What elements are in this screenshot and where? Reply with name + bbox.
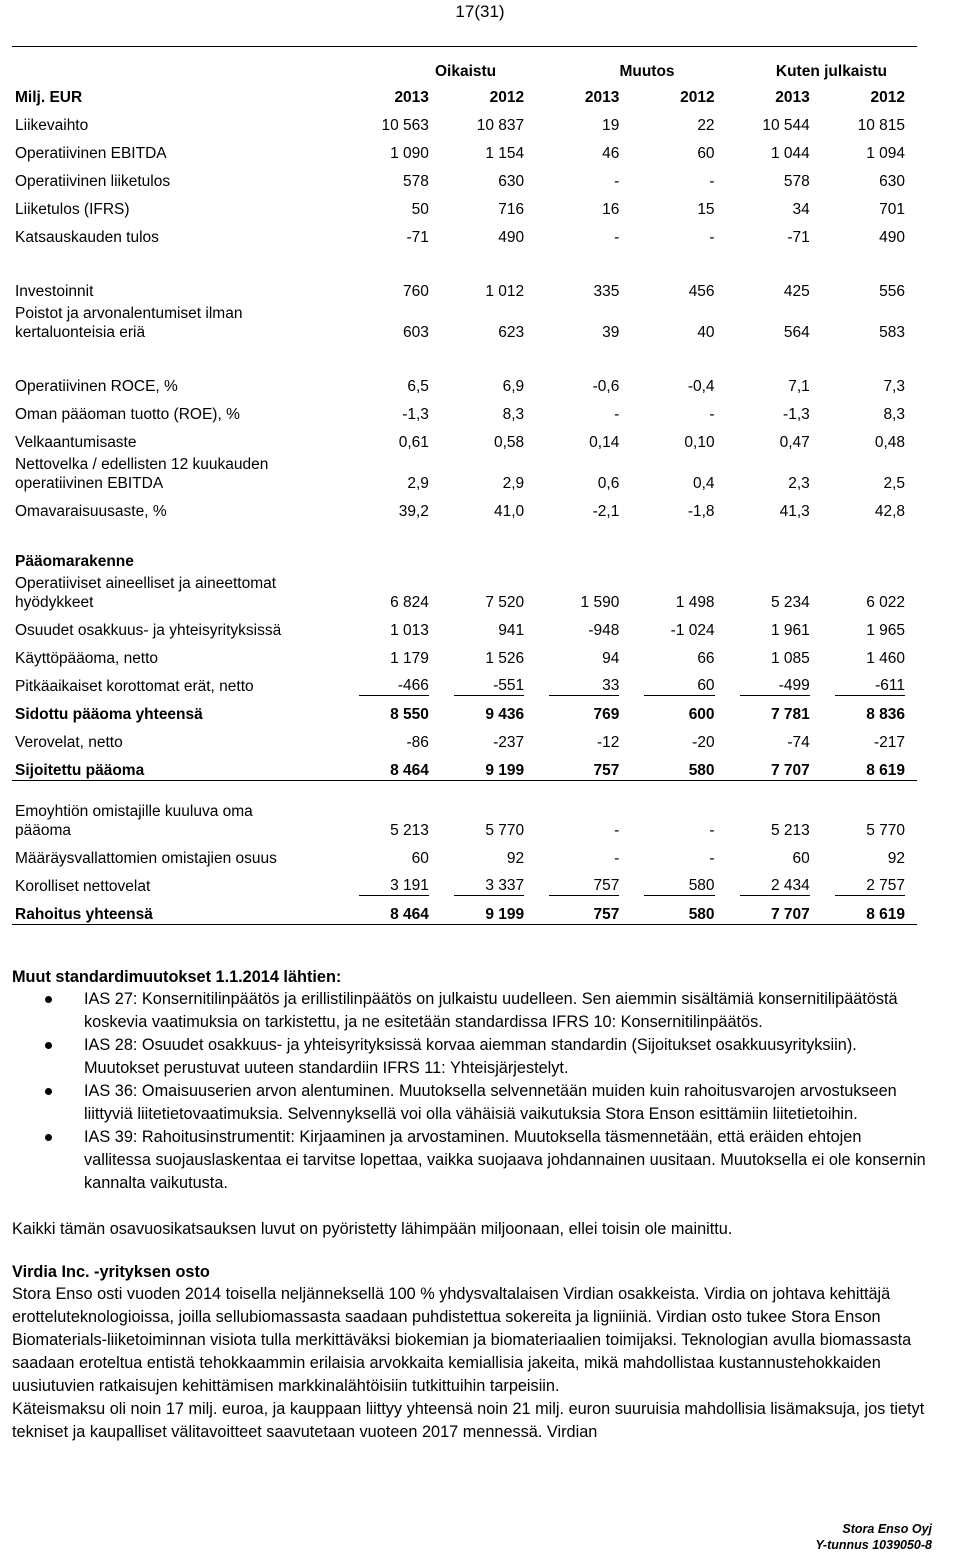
cell-value: 0,4 — [693, 475, 715, 492]
cell-value: 630 — [879, 173, 905, 190]
cell-value: -466 — [359, 676, 429, 696]
spacer-cell — [12, 781, 917, 800]
cell-value: 7,1 — [788, 378, 810, 395]
cell-value: 603 — [403, 324, 429, 341]
row-label: Operatiivinen ROCE, % — [15, 378, 178, 395]
notes-section — [12, 966, 932, 1444]
table-row — [12, 219, 917, 247]
cell-value: 1 012 — [485, 283, 525, 300]
cell-value: 7 707 — [727, 896, 822, 925]
row-label: Rahoitus yhteensä — [12, 896, 346, 925]
year-header: 2013 — [584, 89, 620, 106]
cell-value: 41,0 — [493, 503, 525, 520]
cell-value: 8 464 — [346, 896, 441, 925]
cell-value: -611 — [835, 676, 905, 696]
cell-value: 8 836 — [866, 706, 905, 723]
group-header-row — [12, 47, 917, 82]
cell-value: -1,3 — [402, 406, 429, 423]
table-row — [12, 107, 917, 135]
cell-value: 578 — [403, 173, 429, 190]
list-item — [12, 988, 932, 1034]
cell-value: 760 — [403, 283, 429, 300]
cell-value: 60 — [792, 850, 810, 867]
cell-value: 7 520 — [485, 594, 525, 611]
cell-value: - — [709, 822, 715, 839]
cell-value: 456 — [688, 283, 715, 300]
cell-value: 9 199 — [441, 896, 536, 925]
row-label: Käyttöpääoma, netto — [15, 650, 159, 667]
cell-value: -0,4 — [687, 378, 715, 395]
cell-value: 2 757 — [835, 876, 905, 896]
cell-value: 16 — [602, 201, 620, 218]
cell-value: 10 837 — [476, 117, 525, 134]
table-row — [12, 273, 917, 301]
cell-value: 0,48 — [874, 434, 905, 451]
cell-value: -71 — [787, 229, 810, 246]
cell-value: 2,9 — [502, 475, 525, 492]
cell-value: -551 — [454, 676, 524, 696]
cell-value: 0,10 — [684, 434, 715, 451]
cell-value: 335 — [593, 283, 620, 300]
table-cell — [441, 868, 536, 896]
cell-value: 701 — [879, 201, 905, 218]
cell-value: -74 — [787, 734, 810, 751]
table-row — [12, 612, 917, 640]
cell-value: - — [614, 850, 620, 867]
list-item — [12, 1034, 932, 1080]
cell-value: 10 815 — [857, 117, 905, 134]
cell-value: 0,47 — [779, 434, 810, 451]
notes-list — [12, 988, 932, 1195]
cell-value: - — [614, 173, 620, 190]
cell-value: 583 — [879, 324, 905, 341]
year-header: 2012 — [870, 89, 905, 106]
table-row — [12, 840, 917, 868]
year-header: 2013 — [775, 89, 810, 106]
cell-value: 8 619 — [822, 896, 917, 925]
cell-value: 22 — [697, 117, 715, 134]
cell-value: - — [709, 850, 715, 867]
table-row — [12, 301, 917, 342]
table-row — [12, 396, 917, 424]
table-row — [12, 452, 917, 493]
cell-value: -1,3 — [783, 406, 810, 423]
unit-label: Milj. EUR — [15, 89, 83, 106]
cell-value: -237 — [493, 734, 525, 751]
cell-value: 1 085 — [770, 650, 810, 667]
cell-value: 490 — [879, 229, 905, 246]
cell-value: 490 — [498, 229, 525, 246]
cell-value: 6 022 — [866, 594, 905, 611]
row-label: Oman pääoman tuotto (ROE), % — [15, 406, 240, 423]
cell-value: 580 — [631, 752, 726, 781]
cell-value: 8,3 — [883, 406, 905, 423]
cell-value: 8 550 — [390, 706, 429, 723]
cell-value: -12 — [596, 734, 620, 751]
cell-value: 3 191 — [359, 876, 429, 896]
cell-value: 42,8 — [874, 503, 905, 520]
virdia-paragraph: Stora Enso osti vuoden 2014 toisella neljänneksellä 100 % yhdysvaltalaisen Virdian osakkeista. Virdia on johtava kehittäjä erotteluteknologioissa, joilla sellubiomassasta saadaan puhdistettua sokereita ja ligniiniä. Virdian osto tukee Stora Enson Biomaterials-liiketoiminnan visiota tulla merkittäväksi biokemian ja biomateriaalien toimijaksi. Teknologian avulla biomassasta saadaan eroteltua entistä tehokkaammin erilaisia arvokkaita kemiallisia jakeita, mikä mahdollistaa kustannustehokkaiden uusiutuvien ratkaisujen kehittämisen markkinalähtöisiin tutkittuihin tarpeisiin. — [12, 1285, 912, 1395]
cell-value: 1 013 — [390, 622, 429, 639]
cell-value: 94 — [602, 650, 620, 667]
cell-value: 46 — [602, 145, 620, 162]
table-row — [12, 896, 917, 925]
cell-value: 7,3 — [883, 378, 905, 395]
footer-company: Stora Enso Oyj — [842, 1522, 932, 1536]
row-label: Sijoitettu pääoma — [12, 752, 346, 781]
cell-value: 2,5 — [883, 475, 905, 492]
cell-value: -20 — [692, 734, 715, 751]
cell-value: 92 — [887, 850, 905, 867]
row-label: Liikevaihto — [15, 117, 89, 134]
cell-value: 33 — [549, 676, 619, 696]
virdia-paragraph-2: Käteismaksu oli noin 17 milj. euroa, ja kauppaan liittyy yhteensä noin 21 milj. euron suuruisia mahdollisia lisämaksuja, jos tietyt tekniset ja kaupalliset välitavoitteet saavutetaan vuoteen 2017 mennessä. Virdian — [12, 1400, 925, 1441]
cell-value: 1 460 — [866, 650, 905, 667]
table-cell — [631, 868, 726, 896]
row-label: Sidottu pääoma yhteensä — [15, 706, 203, 723]
bullet-icon — [45, 996, 52, 1003]
cell-value: 769 — [593, 706, 620, 723]
table-row — [12, 868, 917, 896]
cell-value: -217 — [873, 734, 905, 751]
table-cell — [441, 668, 536, 696]
cell-value: 580 — [631, 896, 726, 925]
row-label: Operatiivinen liiketulos — [15, 173, 171, 190]
cell-value: 2,3 — [788, 475, 810, 492]
cell-value: 8 619 — [822, 752, 917, 781]
cell-value: 9 436 — [485, 706, 525, 723]
year-header: 2012 — [680, 89, 715, 106]
cell-value: -1,8 — [687, 503, 715, 520]
row-label: Omavaraisuusaste, % — [15, 503, 167, 520]
cell-value: 6 824 — [390, 594, 429, 611]
row-label: Määräysvallattomien omistajien osuus — [15, 850, 277, 867]
bullet-icon — [45, 1088, 52, 1095]
cell-value: - — [709, 406, 715, 423]
list-item-text: IAS 36: Omaisuuserien arvon alentuminen. Muutoksella selvennetään muiden kuin rahoitusvarojen arvostukseen liittyviä liitetietovaatimuksia. Selvennyksellä voi olla vähäisiä vaikutuksia Stora Enson esittämiin liitetietoihin. — [84, 1082, 897, 1123]
spacer-cell — [12, 521, 917, 547]
table-cell — [822, 668, 917, 696]
cell-value: 60 — [644, 676, 714, 696]
financial-table — [12, 46, 917, 925]
spacer-cell — [12, 247, 917, 273]
cell-value: -86 — [406, 734, 429, 751]
cell-value: -499 — [740, 676, 810, 696]
spacer-row — [12, 781, 917, 800]
cell-value: 941 — [498, 622, 525, 639]
cell-value: 600 — [688, 706, 715, 723]
cell-value: 0,61 — [398, 434, 429, 451]
cell-value: 5 213 — [390, 822, 429, 839]
table-cell — [346, 868, 441, 896]
cell-value: 5 770 — [866, 822, 905, 839]
row-label: Emoyhtiön omistajille kuuluva oma pääoma — [15, 803, 253, 839]
cell-value: 556 — [879, 283, 905, 300]
cell-value: 92 — [506, 850, 525, 867]
cell-value: 0,58 — [493, 434, 525, 451]
page-number: 17(31) — [455, 2, 505, 21]
cell-value: 1 044 — [770, 145, 810, 162]
spacer-row — [12, 521, 917, 547]
table-body — [12, 107, 917, 925]
cell-value: - — [614, 822, 620, 839]
cell-value: 757 — [536, 896, 631, 925]
cell-value: 757 — [549, 876, 619, 896]
cell-value: 6,9 — [502, 378, 525, 395]
row-label: Poistot ja arvonalentumiset ilman kertaluonteisia eriä — [15, 305, 243, 341]
list-item-text: IAS 27: Konsernitilinpäätös ja erillistilinpäätös on julkaistu uudelleen. Sen aiemmin sisältämiä konsernitilipäätöstä koskevia vaatimuksia on tarkistettu, ja ne esitetään standardissa IFRS 10: Konsernitilinpäätös. — [84, 990, 898, 1031]
cell-value: 6,5 — [407, 378, 429, 395]
row-label: Investoinnit — [15, 283, 94, 300]
spacer-row — [12, 342, 917, 368]
cell-value: 50 — [411, 201, 429, 218]
group-header: Oikaistu — [346, 47, 536, 82]
cell-value: 1 590 — [580, 594, 620, 611]
cell-value: 8,3 — [502, 406, 525, 423]
row-label: Operatiivinen EBITDA — [15, 145, 167, 162]
cell-value: 2,9 — [407, 475, 429, 492]
table-row — [12, 424, 917, 452]
cell-value: - — [709, 173, 715, 190]
notes-heading: Muut standardimuutokset 1.1.2014 lähtien: — [12, 968, 342, 986]
cell-value: 0,14 — [589, 434, 620, 451]
row-label: Velkaantumisaste — [15, 434, 137, 451]
cell-value: 10 563 — [381, 117, 429, 134]
cell-value: - — [614, 406, 620, 423]
cell-value: 425 — [783, 283, 810, 300]
cell-value: 1 961 — [770, 622, 810, 639]
row-label: Verovelat, netto — [15, 734, 123, 751]
row-label: Nettovelka / edellisten 12 kuukauden operatiivinen EBITDA — [15, 456, 269, 492]
list-item — [12, 1080, 932, 1126]
cell-value: 1 094 — [866, 145, 905, 162]
cell-value: 5 234 — [770, 594, 810, 611]
cell-value: 3 337 — [454, 876, 524, 896]
group-header: Muutos — [536, 47, 726, 82]
row-label: Korolliset nettovelat — [15, 878, 151, 895]
row-label: Liiketulos (IFRS) — [15, 201, 130, 218]
cell-value: 716 — [498, 201, 525, 218]
cell-value: 60 — [697, 145, 715, 162]
spacer-row — [12, 247, 917, 273]
table-row — [12, 640, 917, 668]
cell-value: 7 781 — [770, 706, 810, 723]
year-header: 2012 — [489, 89, 525, 106]
row-label: Pitkäaikaiset korottomat erät, netto — [15, 678, 254, 695]
row-label: Katsauskauden tulos — [15, 229, 159, 246]
section-title-row — [12, 547, 917, 571]
year-header: 2013 — [394, 89, 429, 106]
table-cell — [346, 668, 441, 696]
table-cell — [727, 868, 822, 896]
table-cell — [631, 668, 726, 696]
table-cell — [822, 868, 917, 896]
cell-value: - — [614, 229, 620, 246]
cell-value: 39 — [602, 324, 620, 341]
cell-value: - — [709, 229, 715, 246]
cell-value: 1 179 — [390, 650, 429, 667]
cell-value: 10 544 — [762, 117, 810, 134]
table-cell — [536, 868, 631, 896]
cell-value: 623 — [498, 324, 525, 341]
table-row — [12, 493, 917, 521]
cell-value: 66 — [697, 650, 715, 667]
list-item-text: IAS 39: Rahoitusinstrumentit: Kirjaaminen ja arvostaminen. Muutoksella täsmennetään, että eräiden ehtojen vallitessa suojauslaskentaa ei tarvitse lopettaa, vaikka suojaava johdannainen uusitaan. Muutoksella ei ole konsernin kannalta vaikutusta. — [84, 1128, 926, 1192]
table-row — [12, 752, 917, 781]
cell-value: 19 — [602, 117, 620, 134]
table-row — [12, 135, 917, 163]
list-item — [12, 1126, 932, 1195]
table-row — [12, 571, 917, 612]
row-label: Operatiiviset aineelliset ja aineettomat hyödykkeet — [15, 575, 277, 611]
footer — [816, 1521, 932, 1553]
cell-value: 40 — [697, 324, 715, 341]
cell-value: -1 024 — [670, 622, 715, 639]
rounding-note: Kaikki tämän osavuosikatsauksen luvut on pyöristetty lähimpään miljoonaan, ellei toisin ole mainittu. — [12, 1220, 733, 1238]
cell-value: 1 526 — [485, 650, 525, 667]
row-label: Osuudet osakkuus- ja yhteisyrityksissä — [15, 622, 282, 639]
cell-value: 1 154 — [485, 145, 525, 162]
table-row — [12, 191, 917, 219]
table-row — [12, 668, 917, 696]
cell-value: -948 — [588, 622, 620, 639]
table-cell — [536, 668, 631, 696]
bullet-icon — [45, 1134, 52, 1141]
cell-value: 0,6 — [597, 475, 620, 492]
cell-value: 1 090 — [390, 145, 429, 162]
cell-value: 7 707 — [727, 752, 822, 781]
cell-value: 41,3 — [779, 503, 810, 520]
group-header: Kuten julkaistu — [727, 47, 917, 82]
cell-value: 580 — [644, 876, 714, 896]
cell-value: 5 213 — [770, 822, 810, 839]
cell-value: 8 464 — [346, 752, 441, 781]
table-cell — [727, 668, 822, 696]
cell-value: 9 199 — [441, 752, 536, 781]
cell-value: 34 — [792, 201, 810, 218]
cell-value: -0,6 — [592, 378, 620, 395]
cell-value: 60 — [411, 850, 429, 867]
cell-value: 757 — [536, 752, 631, 781]
cell-value: 630 — [498, 173, 525, 190]
table-row — [12, 724, 917, 752]
cell-value: 1 965 — [866, 622, 905, 639]
cell-value: -2,1 — [592, 503, 620, 520]
cell-value: 578 — [783, 173, 810, 190]
cell-value: 15 — [697, 201, 715, 218]
table-row — [12, 696, 917, 724]
cell-value: 2 434 — [740, 876, 810, 896]
table-row — [12, 799, 917, 840]
section-title: Pääomarakenne — [15, 553, 134, 570]
cell-value: 5 770 — [485, 822, 525, 839]
year-header-row — [12, 81, 917, 107]
bullet-icon — [45, 1042, 52, 1049]
virdia-heading: Virdia Inc. -yrityksen osto — [12, 1263, 210, 1281]
cell-value: -71 — [406, 229, 429, 246]
list-item-text: IAS 28: Osuudet osakkuus- ja yhteisyrityksissä korvaa aiemman standardin (Sijoitukset osakkuusyrityksiin). Muutokset perustuvat uuteen standardiin IFRS 11: Yhteisjärjestelyt. — [84, 1036, 857, 1077]
cell-value: 564 — [783, 324, 810, 341]
table-row — [12, 368, 917, 396]
cell-value: 39,2 — [398, 503, 429, 520]
spacer-cell — [12, 342, 917, 368]
footer-business-id: Y-tunnus 1039050-8 — [815, 1538, 932, 1552]
table-row — [12, 163, 917, 191]
cell-value: 1 498 — [675, 594, 715, 611]
